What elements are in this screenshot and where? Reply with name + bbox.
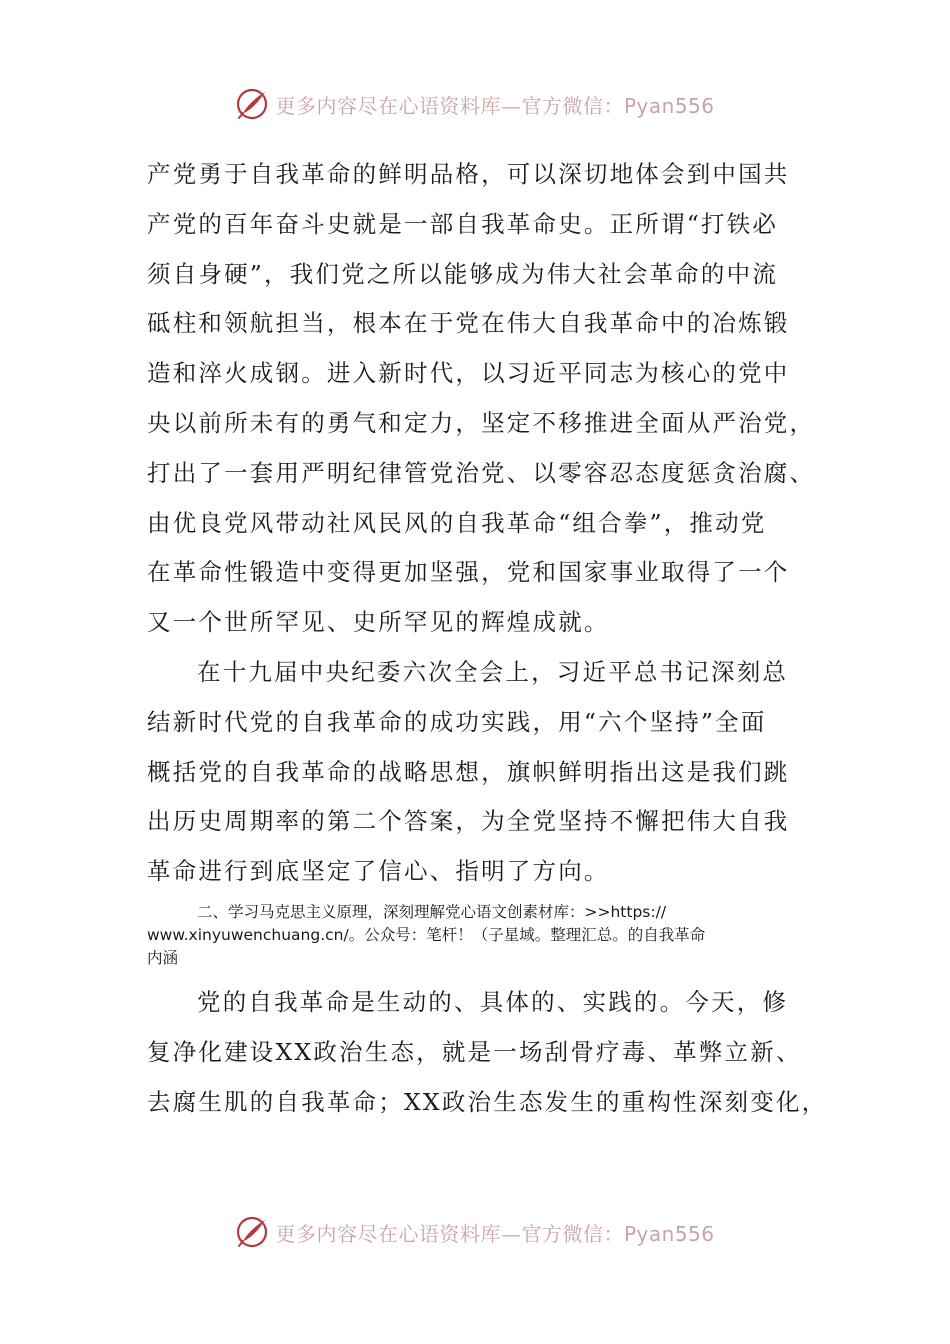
footer-banner [0, 1212, 950, 1252]
document-body [147, 150, 828, 1127]
header-banner [0, 84, 950, 124]
quill-logo-icon [235, 87, 269, 121]
text-line: 须自身硬”，我们党之所以能够成为伟大社会革命的中流 [147, 259, 779, 288]
text-line: 产党的百年奋斗史就是一部自我革命史。正所谓“打铁必 [147, 209, 779, 238]
quill-logo-icon [235, 1215, 269, 1249]
text-line: 结新时代党的自我革命的成功实践，用“六个坚持”全面 [147, 707, 767, 736]
text-line: 革命进行到底坚定了信心、指明了方向。 [147, 857, 610, 886]
heading-line: 二、学习马克思主义原理，深刻理解党心语文创素材库：>>https:// [197, 902, 667, 921]
banner-text: 更多内容尽在心语资料库—官方微信：Pyan556 [275, 1221, 715, 1246]
heading-line: www.xinyuwenchuang.cn/。公众号：笔杆！（子星域。整理汇总。的自我革命 [147, 925, 706, 944]
text-line: 产党勇于自我革命的鲜明品格，可以深切地体会到中国共 [147, 160, 790, 188]
paragraph-3 [147, 978, 828, 1127]
text-line: 在十九届中央纪委六次全会上，习近平总书记深刻总 [197, 657, 789, 686]
paragraph-2 [147, 648, 807, 897]
text-line: 造和淬火成钢。进入新时代，以习近平同志为核心的党中 [147, 359, 790, 388]
text-line: 又一个世所罕见、史所罕见的辉煌成就。 [147, 608, 610, 637]
paragraph-1 [147, 150, 816, 648]
text-line: 去腐生肌的自我革命；XX政治生态发生的重构性深刻变化， [147, 1087, 828, 1116]
text-line: 央以前所未有的勇气和定力，坚定不移推进全面从严治党， [147, 408, 816, 437]
text-line: 由优良党风带动社风民风的自我革命“组合拳”，推动党 [147, 508, 767, 537]
section-heading [147, 901, 807, 970]
text-line: 概括党的自我革命的战略思想，旗帜鲜明指出这是我们跳 [147, 757, 790, 786]
heading-line: 内涵 [147, 948, 179, 967]
banner-text: 更多内容尽在心语资料库—官方微信：Pyan556 [275, 93, 715, 118]
text-line: 打出了一套用严明纪律管党治党、以零容忍态度惩贪治腐、 [147, 458, 816, 487]
text-line: 复净化建设XX政治生态，就是一场刮骨疗毒、革弊立新、 [147, 1037, 802, 1066]
text-line: 出历史周期率的第二个答案，为全党坚持不懈把伟大自我 [147, 807, 790, 836]
wechat-id: Pyan556 [623, 1221, 715, 1246]
text-line: 党的自我革命是生动的、具体的、实践的。今天，修 [197, 987, 789, 1016]
text-line: 砥柱和领航担当，根本在于党在伟大自我革命中的冶炼锻 [147, 309, 790, 338]
text-line: 在革命性锻造中变得更加坚强，党和国家事业取得了一个 [147, 558, 790, 587]
wechat-id: Pyan556 [623, 93, 715, 118]
